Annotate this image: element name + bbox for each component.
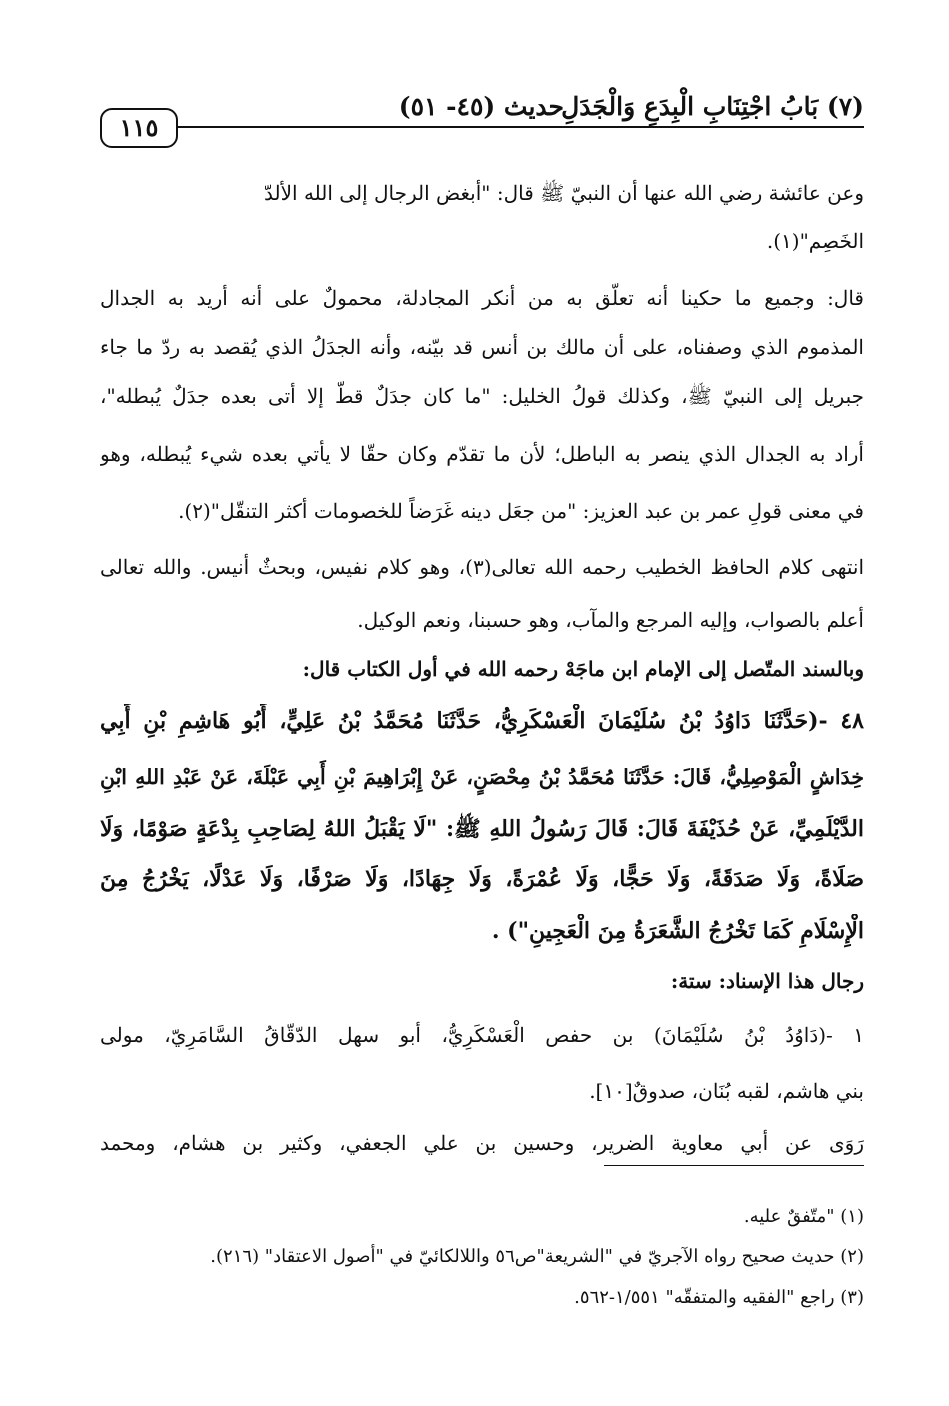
body-line: أعلم بالصواب، وإليه المرجع والمآب، وهو حسبنا، ونعم الوكيل. bbox=[357, 608, 864, 632]
body-line: وعن عائشة رضي الله عنها أن النبيّ ﷺ قال: "أبغض الرجال إلى الله الألدّ bbox=[264, 181, 864, 205]
footnote-1: (١) "متّفقٌ عليه. bbox=[743, 1206, 864, 1227]
body-line: في معنى قولِ عمر بن عبد العزيز: "من جعَل دينه غَرَضاً للخصومات أكثر التنقّل"(٢). bbox=[178, 499, 864, 523]
page-number: ١١٥ bbox=[119, 113, 159, 142]
page-header bbox=[100, 92, 864, 152]
hadith-line: الدَّيْلَمِيِّ، عَنْ حُذَيْفَةَ قَالَ: قَالَ رَسُولُ اللهِ ﷺ: "لَا يَقْبَلُ اللهُ لِصَاحِبِ بِدْعَةٍ صَوْمًا، وَلَا bbox=[100, 816, 864, 842]
footnote-2: (٢) حديث صحيح رواه الآجريّ في "الشريعة"ص٥٦ واللالكائيّ في "أصول الاعتقاد" (٢١٦). bbox=[210, 1246, 864, 1267]
body-line: أراد به الجدال الذي ينصر به الباطل؛ لأن ما تقدّم وكان حقّا لا يأتي بعده شيء يُبطله، وهو bbox=[100, 442, 864, 466]
body-line: قال: وجميع ما حكينا أنه تعلّق به من أنكر المجادلة، محمولٌ على أنه أريد به الجدال bbox=[100, 286, 864, 310]
rijal-heading: رجال هذا الإسناد: ستة: bbox=[670, 969, 864, 993]
footnote-3: (٣) راجع "الفقيه والمتفقّه" ١/٥٥١-٥٦٢. bbox=[574, 1287, 864, 1308]
body-line: المذموم الذي وصفناه، على أن مالك بن أنس قد بيّنه، وأنه الجدَلُ الذي يُقصد به ردّ ما جاء bbox=[100, 335, 864, 359]
chapter-title: (٧) بَابُ اجْتِنَابِ الْبِدَعِ وَالْجَدَلِ bbox=[561, 92, 864, 121]
narrator-line: بني هاشم، لقبه بُنَان، صدوقٌ[١٠]. bbox=[589, 1079, 864, 1103]
body-line: جبريل إلى النبيّ ﷺ، وكذلك قولُ الخليل: "ما كان جدَلٌ قطّ إلا أتى بعده جدَلٌ يُبطله"، bbox=[100, 384, 864, 408]
body-line: الخَصِم"(١). bbox=[766, 229, 864, 253]
hadith-range: حديث (٤٥- ٥١) bbox=[398, 92, 564, 121]
hadith-line: ٤٨ -(حَدَّثَنَا دَاوُدُ بْنُ سُلَيْمَانَ الْعَسْكَرِيُّ، حَدَّثَنَا مُحَمَّدُ بْنُ عَلِيٍّ، أَبُو هَاشِمِ بْنِ أَبِي bbox=[100, 708, 864, 734]
hadith-line: صَلَاةً، وَلَا صَدَقَةً، وَلَا حَجًّا، وَلَا عُمْرَةً، وَلَا جِهَادًا، وَلَا صَرْفًا، وَلَا عَدْلًا، يَخْرُجُ مِنَ bbox=[100, 866, 864, 892]
header-rule bbox=[176, 126, 864, 128]
narrator-line: ١ -(دَاوُدُ بْنُ سُلَيْمَانَ) بن حفص الْعَسْكَرِيُّ، أبو سهل الدّقّاقُ السَّامَرِيّ، مولى bbox=[100, 1023, 864, 1047]
page-number-box bbox=[100, 108, 178, 148]
footnote-separator-wrap bbox=[100, 1165, 864, 1166]
isnad-heading: وبالسند المتّصل إلى الإمام ابن ماجَهْ رحمه الله في أول الكتاب قال: bbox=[302, 657, 864, 681]
footnote-separator bbox=[604, 1165, 864, 1166]
body-line: انتهى كلام الحافظ الخطيب رحمه الله تعالى(٣)، وهو كلام نفيس، وبحثٌ أنيس. والله تعالى bbox=[100, 555, 864, 579]
narrator-line: رَوَى عن أبي معاوية الضرير، وحسين بن علي الجعفي، وكثير بن هشام، ومحمد bbox=[100, 1131, 864, 1155]
hadith-line: خِدَاشٍ الْمَوْصِلِيُّ، قَالَ: حَدَّثَنَا مُحَمَّدُ بْنُ مِحْصَنٍ، عَنْ إِبْرَاهِيمَ بْنِ أَبِي عَبْلَةَ، عَنْ عَبْدِ اللهِ ابْنِ bbox=[100, 765, 864, 789]
hadith-line: الْإِسْلَامِ كَمَا تَخْرُجُ الشَّعَرَةُ مِنَ الْعَجِينِ") . bbox=[491, 918, 864, 944]
